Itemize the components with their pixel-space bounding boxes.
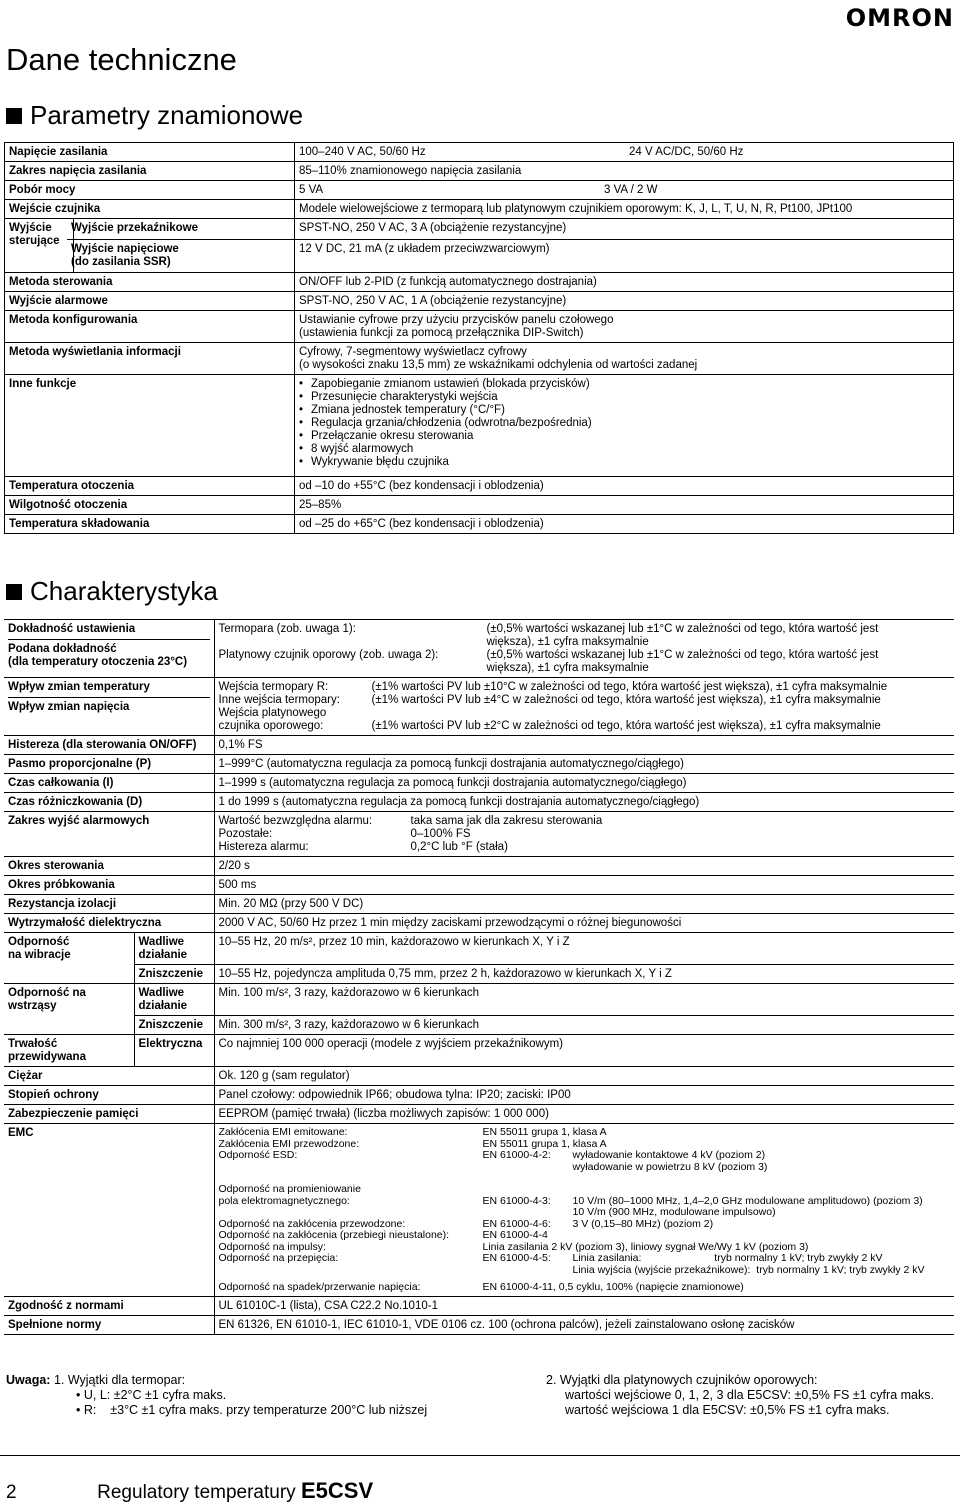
emc-detail: 10 V/m (900 MHz, modulowane impulsowo) bbox=[572, 1206, 776, 1218]
table-row bbox=[4, 678, 954, 736]
note2-title: 2. Wyjątki dla platynowych czujników oporowych: bbox=[546, 1373, 818, 1387]
other-functions-list bbox=[299, 378, 949, 469]
influence-other-value: (±1% wartości PV lub ±4°C w zależności od tego, która wartość jest większa), ±1 cyfra maksymalnie bbox=[371, 694, 881, 706]
sub-label: Zniszczenie bbox=[134, 965, 214, 984]
emc-standard: EN 61000-4-5: bbox=[482, 1252, 551, 1264]
row-label: Ciężar bbox=[4, 1067, 214, 1086]
table-row bbox=[4, 1124, 954, 1297]
table-row bbox=[5, 219, 954, 273]
accuracy-sub1: Podana dokładność bbox=[8, 643, 117, 655]
list-item: • Wykrywanie błędu czujnika bbox=[299, 456, 949, 469]
row-label: Spełnione normy bbox=[4, 1315, 214, 1334]
row-label: Wilgotność otoczenia bbox=[5, 496, 295, 515]
emc-standard: EN 61000-4-2: bbox=[482, 1149, 551, 1161]
row-label: Okres sterowania bbox=[4, 857, 214, 876]
emc-key: Odporność na zakłócenia (przebiegi nieustalone): bbox=[218, 1229, 450, 1241]
row-value bbox=[295, 311, 954, 343]
section-ratings-heading bbox=[6, 100, 303, 131]
emc-key: Odporność na zakłócenia przewodzone: bbox=[218, 1217, 406, 1230]
row-label: Wyjście alarmowe bbox=[5, 292, 295, 311]
list-item: • Zmiana jednostek temperatury (°C/°F) bbox=[299, 404, 949, 417]
table-row bbox=[5, 311, 954, 343]
row-label: Zgodność z normami bbox=[4, 1296, 214, 1315]
footer-text: Regulatory temperatury bbox=[97, 1482, 296, 1503]
row-value: Min. 300 m/s², 3 razy, każdorazowo w 6 kierunkach bbox=[214, 1016, 954, 1035]
omron-logo: OMRON bbox=[845, 4, 954, 32]
label-line: wstrząsy bbox=[8, 1000, 57, 1012]
table-row bbox=[4, 876, 954, 895]
sub-label bbox=[134, 933, 214, 965]
table-row bbox=[4, 1035, 954, 1067]
row-value bbox=[214, 678, 954, 736]
footer-model: E5CSV bbox=[300, 1478, 374, 1503]
alarm-hyst bbox=[219, 841, 951, 854]
list-item: • Regulacja grzania/chłodzenia (odwrotna/bezpośrednia) bbox=[299, 417, 949, 430]
row-label: Metoda wyświetlania informacji bbox=[5, 343, 295, 375]
label-line: Trwałość bbox=[8, 1038, 58, 1050]
emc-key: Odporność na impulsy: bbox=[218, 1240, 326, 1253]
list-item: • 8 wyjść alarmowych bbox=[299, 443, 949, 456]
row-value: Co najmniej 100 000 operacji (modele z wyjściem przekaźnikowym) bbox=[214, 1035, 954, 1067]
influence-tc bbox=[219, 681, 951, 694]
emc-standard: Linia zasilania 2 kV (poziom 3), liniowy sygnał We/Wy 1 kV (poziom 3) bbox=[482, 1240, 809, 1253]
row-value: EEPROM (pamięć trwała) (liczba możliwych zapisów: 1 000 000) bbox=[214, 1105, 954, 1124]
value-line: (ustawienia funkcji za pomocą przełącznika DIP-Switch) bbox=[299, 327, 584, 339]
page-title: Dane techniczne bbox=[6, 42, 237, 77]
row-value bbox=[295, 343, 954, 375]
sub-label: Elektryczna bbox=[134, 1035, 214, 1067]
accuracy-sub2: (dla temperatury otoczenia 23°C) bbox=[8, 656, 188, 668]
row-label: Metoda konfigurowania bbox=[5, 311, 295, 343]
emc-detail: wyładowanie kontaktowe 4 kV (poziom 2) bbox=[572, 1149, 766, 1161]
row-label bbox=[4, 1035, 134, 1067]
row-value: Panel czołowy: odpowiednik IP66; obudowa tylna: IP20; zaciski: IP00 bbox=[214, 1086, 954, 1105]
table-row bbox=[4, 1105, 954, 1124]
emc-row bbox=[219, 1127, 951, 1139]
label-line: działanie bbox=[138, 949, 188, 961]
value-line: Ustawianie cyfrowe przy użyciu przycisków panelu czołowego bbox=[299, 314, 614, 326]
emc-detail: Linia wyjścia (wyjście przekaźnikowe): tryb normalny 1 kV; tryb zwykły 2 kV bbox=[572, 1263, 925, 1276]
table-row bbox=[5, 273, 954, 292]
square-bullet-icon bbox=[6, 584, 22, 600]
accuracy-rtd-value bbox=[487, 649, 951, 675]
table-row bbox=[4, 1067, 954, 1086]
row-value bbox=[214, 1124, 954, 1297]
note-1 bbox=[6, 1373, 546, 1418]
row-value: 10–55 Hz, pojedyncza amplituda 0,75 mm, przez 2 h, każdorazowo w kierunkach X, Y i Z bbox=[214, 965, 954, 984]
row-label: EMC bbox=[4, 1124, 214, 1297]
table-row bbox=[4, 1016, 954, 1035]
row-value: 2000 V AC, 50/60 Hz przez 1 min między zaciskami przewodzącymi o różnej biegunowości bbox=[214, 914, 954, 933]
row-label: Metoda sterowania bbox=[5, 273, 295, 292]
row-label: Rezystancja izolacji bbox=[4, 895, 214, 914]
influence-other bbox=[219, 694, 951, 707]
table-row bbox=[4, 736, 954, 755]
table-row bbox=[4, 774, 954, 793]
footer bbox=[6, 1478, 373, 1504]
note-2 bbox=[546, 1373, 956, 1418]
table-row bbox=[4, 812, 954, 857]
emc-detail: Linia zasilania: tryb normalny 1 kV; tryb zwykły 2 kV bbox=[572, 1252, 883, 1264]
emc-detail: 3 V (0,15–80 MHz) (poziom 2) bbox=[572, 1217, 714, 1230]
value-b: 24 V AC/DC, 50/60 Hz bbox=[629, 146, 744, 158]
row-value: od –10 do +55°C (bez kondensacji i oblodzenia) bbox=[295, 477, 954, 496]
emc-row bbox=[219, 1253, 951, 1265]
voltage-output-sub: (do zasilania SSR) bbox=[71, 256, 171, 268]
voltage-output-label bbox=[67, 240, 294, 272]
emc-standard: EN 61000-4-3: bbox=[482, 1194, 551, 1207]
row-label bbox=[4, 678, 214, 736]
notes bbox=[6, 1373, 956, 1418]
emc-key: Odporność na przepięcia: bbox=[218, 1252, 339, 1264]
emc-standard: EN 55011 grupa 1, klasa A bbox=[482, 1137, 607, 1150]
emc-row bbox=[219, 1282, 951, 1294]
table-row bbox=[4, 1315, 954, 1334]
accuracy-tc bbox=[219, 623, 951, 649]
voltage-output-value: 12 V DC, 21 mA (z układem przeciwzwarciowym) bbox=[299, 243, 550, 255]
label-line: na wibracje bbox=[8, 949, 71, 961]
row-value bbox=[214, 620, 954, 678]
row-label: Stopień ochrony bbox=[4, 1086, 214, 1105]
row-value bbox=[295, 375, 954, 477]
alarm-abs-value: taka sama jak dla zakresu sterowania bbox=[410, 815, 603, 827]
note2-a: wartości wejściowe 0, 1, 2, 3 dla E5CSV: ±0,5% FS ±1 cyfra maks. bbox=[565, 1388, 934, 1402]
table-row bbox=[4, 1086, 954, 1105]
row-label: Pobór mocy bbox=[5, 181, 295, 200]
table-row bbox=[4, 620, 954, 678]
accuracy-rtd bbox=[219, 649, 951, 675]
list-item: • U, L: ±2°C ±1 cyfra maks. bbox=[76, 1388, 227, 1402]
row-value bbox=[214, 812, 954, 857]
row-value: 25–85% bbox=[295, 496, 954, 515]
table-row bbox=[5, 200, 954, 219]
row-label: Zakres napięcia zasilania bbox=[5, 162, 295, 181]
table-row bbox=[5, 343, 954, 375]
row-label: Okres próbkowania bbox=[4, 876, 214, 895]
alarm-other-label: Pozostałe: bbox=[218, 828, 273, 840]
label-line: Odporność bbox=[8, 936, 70, 948]
table-row bbox=[4, 914, 954, 933]
influence-rtd-value: (±1% wartości PV lub ±2°C w zależności od tego, która wartość jest większa), ±1 cyfra maksymalnie bbox=[371, 720, 881, 732]
row-label bbox=[5, 219, 295, 273]
alarm-abs-label: Wartość bezwzględna alarmu: bbox=[218, 815, 373, 827]
row-label: Wejście czujnika bbox=[5, 200, 295, 219]
label-line: Wadliwe bbox=[138, 936, 185, 948]
influence-rtd bbox=[219, 707, 951, 733]
row-value: 500 ms bbox=[214, 876, 954, 895]
row-value: 1–999°C (automatyczna regulacja za pomocą funkcji dostrajania automatycznego/ciągłego) bbox=[214, 755, 954, 774]
row-label: Temperatura składowania bbox=[5, 515, 295, 534]
control-output-label: Wyjście sterujące bbox=[5, 219, 74, 272]
emc-detail: 10 V/m (80–1000 MHz, 1,4–2,0 GHz modulowane amplitudowo) (poziom 3) bbox=[572, 1194, 923, 1207]
table-row bbox=[5, 375, 954, 477]
alarm-other bbox=[219, 828, 951, 841]
value-a: 100–240 V AC, 50/60 Hz bbox=[299, 146, 426, 158]
table-row bbox=[5, 292, 954, 311]
row-label: Czas różniczkowania (D) bbox=[4, 793, 214, 812]
value-b: 3 VA / 2 W bbox=[604, 184, 658, 196]
row-value bbox=[295, 143, 954, 162]
table-row bbox=[5, 496, 954, 515]
row-label bbox=[4, 620, 214, 678]
emc-row bbox=[219, 1265, 951, 1277]
emc-row bbox=[219, 1184, 951, 1196]
section-characteristics-heading bbox=[6, 576, 218, 607]
alarm-abs bbox=[219, 815, 951, 828]
ratings-table bbox=[4, 142, 954, 534]
accuracy-rtd-label: Platynowy czujnik oporowy (zob. uwaga 2): bbox=[218, 649, 439, 661]
section-characteristics-title: Charakterystyka bbox=[30, 576, 218, 606]
list-item: • Przesunięcie charakterystyki wejścia bbox=[299, 391, 949, 404]
page-number: 2 bbox=[6, 1482, 17, 1503]
emc-standard: EN 61000-4-4 bbox=[482, 1229, 548, 1241]
table-row bbox=[5, 515, 954, 534]
label-line: czujnika oporowego: bbox=[218, 720, 324, 732]
row-label: Wytrzymałość dielektryczna bbox=[4, 914, 214, 933]
row-label: Zabezpieczenie pamięci bbox=[4, 1105, 214, 1124]
table-row bbox=[4, 857, 954, 876]
row-value: 2/20 s bbox=[214, 857, 954, 876]
characteristics-table bbox=[4, 619, 954, 1335]
table-row bbox=[5, 181, 954, 200]
row-value: od –25 do +65°C (bez kondensacji i oblodzenia) bbox=[295, 515, 954, 534]
row-value: UL 61010C-1 (lista), CSA C22.2 No.1010-1 bbox=[214, 1296, 954, 1315]
influence-other-label: Inne wejścia termopary: bbox=[218, 694, 340, 706]
sub-label: Zniszczenie bbox=[134, 1016, 214, 1035]
row-value: 0,1% FS bbox=[214, 736, 954, 755]
row-value bbox=[295, 181, 954, 200]
label-line: działanie bbox=[138, 1000, 188, 1012]
relay-output-label: Wyjście przekaźnikowe bbox=[67, 219, 294, 240]
row-label: Czas całkowania (I) bbox=[4, 774, 214, 793]
row-value: Ok. 120 g (sam regulator) bbox=[214, 1067, 954, 1086]
row-value: 10–55 Hz, 20 m/s², przez 10 min, każdorazowo w kierunkach X, Y i Z bbox=[214, 933, 954, 965]
table-row bbox=[4, 755, 954, 774]
row-label bbox=[4, 984, 134, 1035]
row-value: Min. 100 m/s², 3 razy, każdorazowo w 6 kierunkach bbox=[214, 984, 954, 1016]
label-line: przewidywana bbox=[8, 1051, 86, 1063]
label-line: Wejścia platynowego bbox=[218, 707, 327, 719]
accuracy-tc-label: Termopara (zob. uwaga 1): bbox=[218, 623, 356, 635]
sub-label bbox=[134, 984, 214, 1016]
notes-label: Uwaga: bbox=[6, 1373, 51, 1387]
table-row bbox=[4, 933, 954, 965]
emc-key: Zakłócenia EMI przewodzone: bbox=[218, 1137, 360, 1150]
value-line: Cyfrowy, 7-segmentowy wyświetlacz cyfrowy bbox=[299, 346, 527, 358]
row-label: Inne funkcje bbox=[5, 375, 295, 477]
row-label bbox=[4, 933, 134, 984]
alarm-other-value: 0–100% FS bbox=[410, 828, 471, 840]
emc-row bbox=[219, 1207, 951, 1219]
table-row bbox=[5, 143, 954, 162]
row-label: Histereza (dla sterowania ON/OFF) bbox=[4, 736, 214, 755]
emc-row bbox=[219, 1162, 951, 1174]
label-line: Wadliwe bbox=[138, 987, 185, 999]
row-value: Modele wielowejściowe z termoparą lub platynowym czujnikiem oporowym: K, J, L, T, U, N, R, Pt100, JPt100 bbox=[295, 200, 954, 219]
accuracy-label: Dokładność ustawienia bbox=[8, 623, 210, 640]
emc-standard: EN 55011 grupa 1, klasa A bbox=[482, 1126, 607, 1138]
row-value: 1 do 1999 s (automatyczna regulacja za pomocą funkcji dostrajania automatycznego/ciągłego) bbox=[214, 793, 954, 812]
alarm-hyst-value: 0,2°C lub °F (stała) bbox=[410, 841, 508, 853]
list-item: • Przełączanie okresu sterowania bbox=[299, 430, 949, 443]
row-value: 85–110% znamionowego napięcia zasilania bbox=[295, 162, 954, 181]
volt-influence-label: Wpływ zmian napięcia bbox=[8, 701, 130, 713]
emc-key: Odporność ESD: bbox=[218, 1149, 298, 1161]
row-value bbox=[295, 219, 954, 273]
voltage-output-label-text: Wyjście napięciowe bbox=[71, 243, 179, 255]
emc-row bbox=[219, 1150, 951, 1162]
note1-title: 1. Wyjątki dla termopar: bbox=[53, 1373, 186, 1387]
emc-row bbox=[219, 1230, 951, 1242]
note1-a: U, L: ±2°C ±1 cyfra maks. bbox=[83, 1388, 227, 1402]
list-item: • R: ±3°C ±1 cyfra maks. przy temperaturze 200°C lub niższej bbox=[76, 1403, 428, 1417]
influence-rtd-label bbox=[219, 707, 364, 733]
list-item: • Zapobieganie zmianom ustawień (blokada przycisków) bbox=[299, 378, 949, 391]
section-ratings-title: Parametry znamionowe bbox=[30, 100, 304, 130]
table-row bbox=[4, 965, 954, 984]
table-row bbox=[4, 793, 954, 812]
emc-key: Zakłócenia EMI emitowane: bbox=[218, 1126, 348, 1138]
value-line: większa), ±1 cyfra maksymalnie bbox=[486, 662, 649, 674]
value-line: (±0,5% wartości wskazanej lub ±1°C w zależności od tego, która wartość jest bbox=[486, 649, 879, 661]
row-value: Min. 20 MΩ (przy 500 V DC) bbox=[214, 895, 954, 914]
emc-key: Odporność na spadek/przerwanie napięcia: bbox=[218, 1281, 421, 1293]
value-line: (o wysokości znaku 13,5 mm) ze wskaźnikami odchylenia od wartości zadanej bbox=[299, 359, 698, 371]
note1-b: R: ±3°C ±1 cyfra maks. przy temperaturze 200°C lub niższej bbox=[83, 1403, 428, 1417]
value-line: (±0,5% wartości wskazanej lub ±1°C w zależności od tego, która wartość jest bbox=[486, 623, 879, 635]
row-label: Napięcie zasilania bbox=[5, 143, 295, 162]
value-a: 5 VA bbox=[299, 184, 324, 196]
alarm-hyst-label: Histereza alarmu: bbox=[218, 841, 309, 853]
note2-b: wartość wejściowa 1 dla E5CSV: ±0,5% FS ±1 cyfra maks. bbox=[565, 1403, 890, 1417]
table-row bbox=[4, 1296, 954, 1315]
row-label: Zakres wyjść alarmowych bbox=[4, 812, 214, 857]
row-value: EN 61326, EN 61010-1, IEC 61010-1, VDE 0106 cz. 100 (ochrona palców), jeżeli zainstalowano osłonę zacisków bbox=[214, 1315, 954, 1334]
table-row bbox=[5, 477, 954, 496]
square-bullet-icon bbox=[6, 108, 22, 124]
emc-standard: EN 61000-4-11, 0,5 cyklu, 100% (napięcie znamionowe) bbox=[482, 1281, 744, 1293]
row-value: SPST-NO, 250 V AC, 1 A (obciążenie rezystancyjne) bbox=[295, 292, 954, 311]
table-row bbox=[5, 162, 954, 181]
footer-divider bbox=[0, 1455, 960, 1456]
emc-detail: wyładowanie w powietrzu 8 kV (poziom 3) bbox=[572, 1160, 768, 1173]
emc-standard: EN 61000-4-6: bbox=[482, 1217, 551, 1230]
row-label: Pasmo proporcjonalne (P) bbox=[4, 755, 214, 774]
emc-key: Odporność na promieniowanie bbox=[218, 1183, 361, 1195]
row-value: 1–1999 s (automatyczna regulacja za pomocą funkcji dostrajania automatycznego/ciągłego) bbox=[214, 774, 954, 793]
row-label: Temperatura otoczenia bbox=[5, 477, 295, 496]
relay-output-value: SPST-NO, 250 V AC, 3 A (obciążenie rezystancyjne) bbox=[295, 219, 953, 240]
row-value: ON/OFF lub 2-PID (z funkcją automatycznego dostrajania) bbox=[295, 273, 954, 292]
influence-tc-value: (±1% wartości PV lub ±10°C w zależności od tego, która wartość jest większa), ±1 cyfra maksymalnie bbox=[371, 681, 888, 693]
accuracy-tc-value bbox=[487, 623, 951, 649]
temp-influence-label: Wpływ zmian temperatury bbox=[8, 681, 210, 698]
table-row bbox=[4, 895, 954, 914]
emc-key: pola elektromagnetycznego: bbox=[218, 1194, 350, 1207]
value-line: większa), ±1 cyfra maksymalnie bbox=[486, 636, 649, 648]
influence-tc-label: Wejścia termopary R: bbox=[218, 681, 329, 693]
label-line: Odporność na bbox=[8, 987, 86, 999]
table-row bbox=[4, 984, 954, 1016]
